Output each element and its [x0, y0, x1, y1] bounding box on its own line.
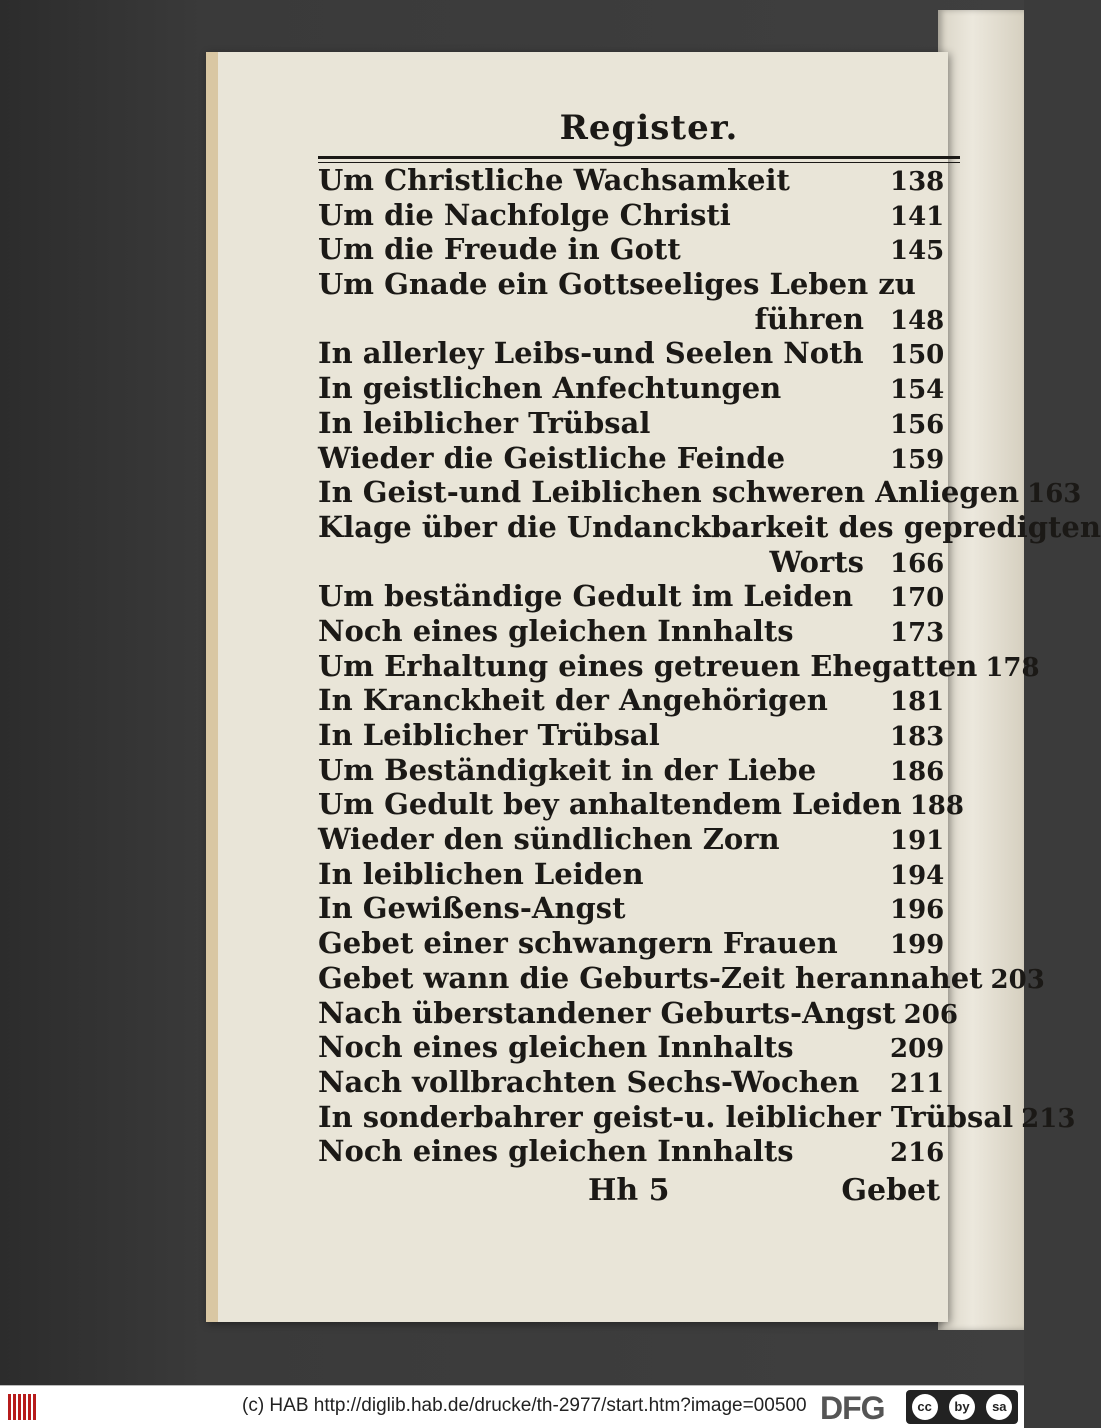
entry-page-number: 154: [890, 375, 945, 406]
register-entry: [318, 232, 950, 267]
register-entries: [318, 163, 1101, 1169]
entry-title: Wieder den sündlichen Zorn: [318, 822, 780, 857]
entry-page-number: 183: [890, 722, 945, 752]
register-entry: [318, 336, 950, 371]
entry-title: Gebet einer schwangern Frauen: [318, 926, 838, 961]
entry-title: Noch eines gleichen Innhalts: [318, 613, 794, 648]
entry-title: Nach überstandener Geburts-Angst: [318, 995, 896, 1030]
register-entry: [318, 371, 950, 406]
catchword: Gebet: [841, 1172, 940, 1208]
entry-title: Um die Nachfolge Christi: [318, 197, 731, 232]
entry-page-number: 196: [890, 895, 945, 926]
entry-page-number: 199: [890, 930, 945, 961]
copyright-link[interactable]: (c) HAB http://diglib.hab.de/drucke/th-2977/start.htm?image=00500: [242, 1395, 807, 1416]
entry-page-number: 181: [890, 687, 945, 718]
entry-title: Um Erhaltung eines getreuen Ehegatten: [318, 648, 978, 683]
entry-page-number: 156: [890, 409, 945, 440]
entry-title: In allerley Leibs-und Seelen Noth: [318, 336, 864, 371]
register-entry: [318, 614, 950, 649]
dfg-logo: DFG: [820, 1390, 885, 1426]
register-entry: [318, 198, 950, 233]
entry-title: Um Gedult bey anhaltendem Leiden: [318, 787, 902, 822]
register-entry: [318, 267, 950, 302]
register-entry: [318, 891, 950, 926]
entry-title: Worts: [769, 544, 864, 579]
entry-title: Um die Freude in Gott: [318, 232, 681, 267]
entry-title: Wieder die Geistliche Feinde: [318, 440, 786, 475]
register-entry: [318, 1030, 950, 1065]
entry-page-number: 203: [990, 964, 1045, 995]
entry-title: In Kranckheit der Angehörigen: [318, 683, 828, 718]
entry-page-number: 159: [890, 444, 945, 475]
entry-title: Gebet wann die Geburts-Zeit herannahet: [318, 960, 983, 995]
entry-page-number: 166: [890, 548, 945, 579]
register-entry: [318, 302, 950, 337]
entry-title: In Gewißens-Angst: [318, 891, 626, 926]
viewer-footer-bar: [0, 1385, 1024, 1428]
sa-icon: sa: [986, 1394, 1012, 1420]
register-entry: [318, 1099, 1076, 1135]
entry-title: In sonderbahrer geist-u. leiblicher Trübsal: [318, 1099, 1014, 1134]
entry-page-number: 186: [890, 756, 945, 787]
register-entry: [318, 579, 950, 614]
entry-title: In geistlichen Anfechtungen: [318, 371, 782, 406]
entry-title: Um beständige Gedult im Leiden: [318, 579, 854, 614]
register-entry: [318, 960, 1045, 996]
running-head: Register.: [559, 108, 739, 148]
entry-title: Um Gnade ein Gottseeliges Leben zu: [318, 267, 916, 302]
head-rule: [318, 156, 960, 159]
entry-page-number: 194: [890, 860, 945, 891]
entry-title: Um Beständigkeit in der Liebe: [318, 752, 817, 787]
register-entry: [318, 753, 950, 788]
entry-title: In leiblichen Leiden: [318, 856, 644, 891]
entry-page-number: 211: [890, 1068, 945, 1099]
entry-page-number: 173: [890, 617, 945, 648]
register-entry: [318, 995, 958, 1031]
page-content: [318, 108, 1101, 1211]
register-entry: [318, 857, 950, 892]
entry-title: Klage über die Undanckbarkeit des gepredigten: [318, 509, 1101, 544]
hab-logo-icon: [8, 1394, 42, 1420]
register-entry: [318, 787, 964, 822]
by-icon: by: [949, 1394, 975, 1420]
entry-title: In Geist-und Leiblichen schweren Anliegen: [318, 475, 1020, 510]
register-entry: [318, 475, 1082, 510]
entry-page-number: 191: [890, 826, 945, 857]
entry-page-number: 148: [890, 305, 945, 336]
entry-page-number: 178: [985, 652, 1040, 683]
register-entry: [318, 648, 1040, 684]
register-entry: [318, 822, 950, 857]
entry-title: Noch eines gleichen Innhalts: [318, 1134, 794, 1169]
signature-mark: Hh 5: [588, 1172, 670, 1208]
entry-page-number: 188: [909, 791, 964, 822]
cc-icon: cc: [912, 1394, 938, 1420]
page-footer: [318, 1171, 950, 1211]
register-entry: [318, 509, 1101, 545]
entry-title: Nach vollbrachten Sechs-Wochen: [318, 1064, 860, 1099]
entry-page-number: 170: [890, 583, 945, 614]
register-entry: [318, 926, 950, 961]
entry-page-number: 209: [890, 1034, 945, 1065]
entry-page-number: 163: [1027, 479, 1082, 510]
entry-title: Um Christliche Wachsamkeit: [318, 163, 790, 197]
entry-page-number: 138: [890, 167, 945, 197]
entry-page-number: 141: [890, 201, 945, 232]
register-entry: [318, 1134, 950, 1169]
register-entry: [318, 718, 950, 753]
entry-page-number: 213: [1021, 1103, 1076, 1134]
entry-page-number: 145: [890, 236, 945, 267]
entry-title: führen: [754, 301, 864, 336]
register-entry: [318, 163, 950, 198]
register-entry: [318, 683, 950, 718]
book-page: [206, 52, 1101, 1322]
register-entry: [318, 545, 950, 580]
register-entry: [318, 1065, 950, 1100]
entry-title: In leiblicher Trübsal: [318, 405, 651, 440]
cc-license-badge-icon[interactable]: [906, 1390, 1018, 1424]
register-entry: [318, 406, 950, 441]
entry-page-number: 216: [890, 1138, 945, 1169]
entry-title: In Leiblicher Trübsal: [318, 718, 660, 752]
register-entry: [318, 441, 950, 476]
entry-title: Noch eines gleichen Innhalts: [318, 1030, 794, 1065]
entry-page-number: 206: [903, 999, 958, 1030]
entry-page-number: 150: [890, 340, 945, 371]
